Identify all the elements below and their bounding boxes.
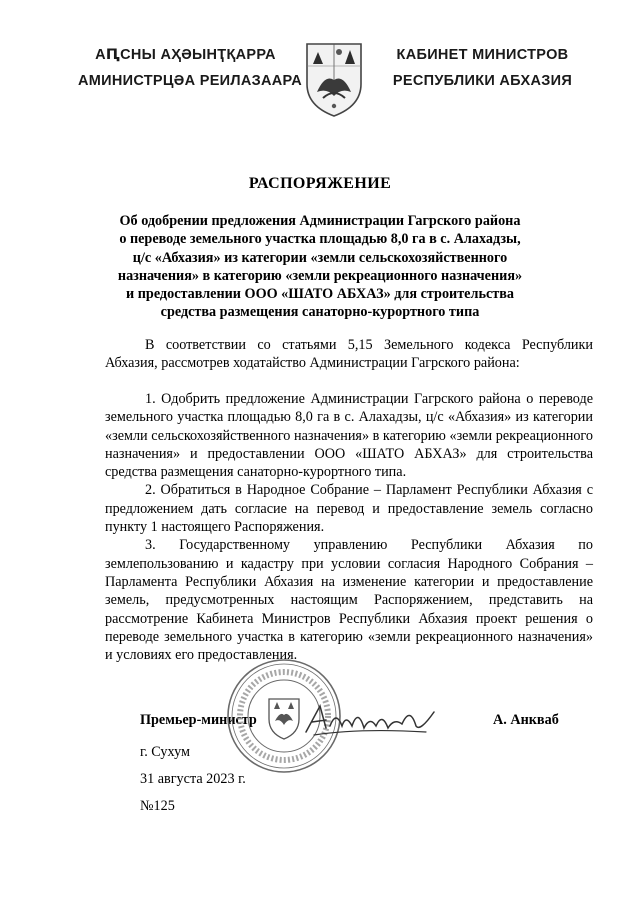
issue-date: 31 августа 2023 г. [140, 771, 246, 787]
intro-paragraph: В соответствии со статьями 5,15 Земельного кодекса Республики Абхазия, рассмотрев ходатайство Администрации Гагрского района: [105, 337, 593, 372]
header-left-abkhaz [78, 42, 303, 94]
subject-line: о переводе земельного участка площадью 8,0 га в с. Алахадзы, [119, 231, 521, 248]
signatory-position: Премьер-министр [140, 712, 257, 728]
header-right-russian [385, 42, 580, 94]
resolution-item-2: 2. Обратиться в Народное Собрание – Парламент Республики Абхазия с предложением дать согласие на перевод и предоставление земель согласно пункту 1 настоящего Распоряжения. [105, 482, 593, 536]
resolution-item-3: 3. Государственному управлению Республики Абхазия по землепользованию и кадастру при условии согласия Народного Собрания – Парламента Республики Абхазия на изменение категории и предоставление земель, предусмотренных настоящим Распоряжением, представить на рассмотрение Кабинета Министров Республики Абхазия проект решения о переводе земельного участка в категорию «земли рекреационного назначения» и условиях его предоставления. [105, 537, 593, 664]
document-title: РАСПОРЯЖЕНИЕ [248, 175, 392, 192]
coat-of-arms-icon [303, 40, 365, 118]
subject-line: и предоставлении ООО «ШАТО АБХАЗ» для строительства [126, 286, 514, 303]
handwritten-signature-icon [300, 698, 440, 742]
subject-line: Об одобрении предложения Администрации Гагрского района [119, 213, 521, 229]
document-number: №125 [140, 798, 175, 814]
header-left-line2: АМИНИСТРЦӘА РЕИЛАЗААРА [78, 73, 303, 89]
document-subject [110, 212, 530, 322]
header-left-line1: АԤСНЫ АҲӘЫНҬҚАРРА [95, 47, 276, 63]
signatory-name: А. Анкваб [493, 712, 559, 728]
subject-line: ц/с «Абхазия» из категории «земли сельскохозяйственного [132, 249, 508, 266]
subject-line: средства размещения санаторно-курортного типа [160, 304, 480, 321]
issue-city: г. Сухум [140, 744, 190, 760]
header-right-line2: РЕСПУБЛИКИ АБХАЗИЯ [392, 73, 573, 89]
subject-line: назначения» в категорию «земли рекреационного назначения» [117, 267, 523, 284]
resolution-items [105, 390, 593, 664]
header-right-line1: КАБИНЕТ МИНИСТРОВ [396, 47, 569, 63]
resolution-item-1: 1. Одобрить предложение Администрации Гагрского района о переводе земельного участка площадью 8,0 га в с. Алахадзы, ц/с «Абхазия» из категории «земли сельскохозяйственного назначения» в категорию «земли рекреационного назначения» и предоставлении ООО «ШАТО АБХАЗ» для строительства средства размещения санаторно-курортного типа. [105, 391, 593, 481]
